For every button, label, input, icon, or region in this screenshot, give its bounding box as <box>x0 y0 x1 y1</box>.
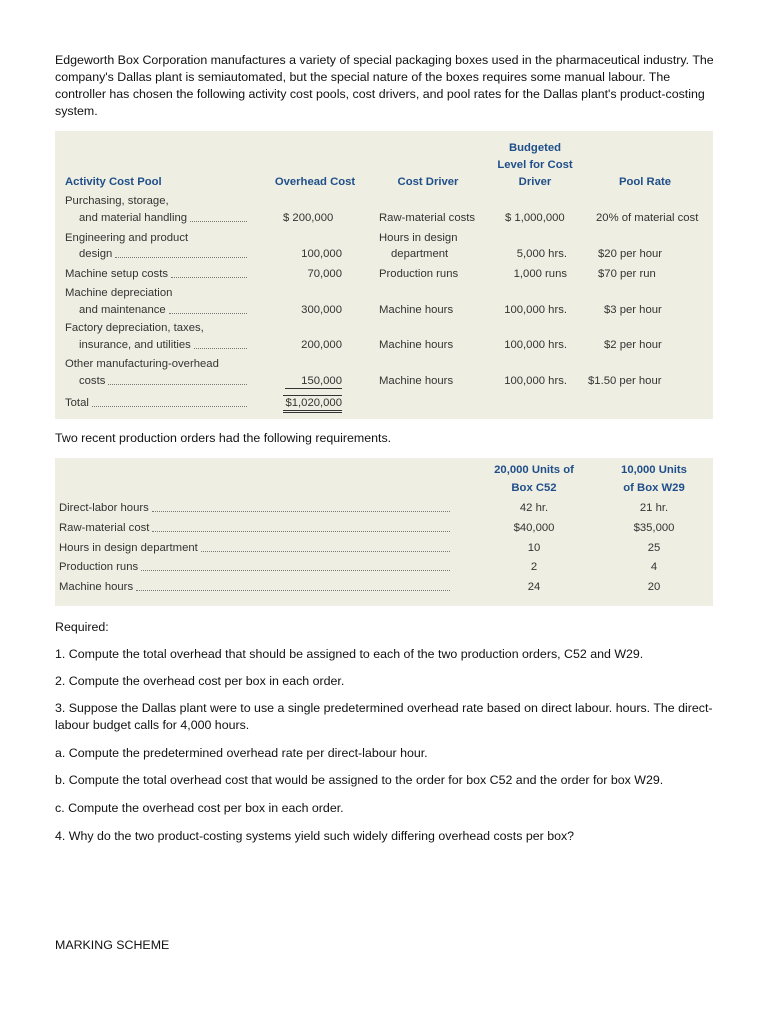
row-depreciation-driver: Machine hours <box>379 304 454 316</box>
row-purchasing-budget: $ 1,000,000 <box>505 212 565 224</box>
row-factory-label-line1: Factory depreciation, taxes, <box>65 322 204 334</box>
row-engineering-driver-line2: department <box>391 248 449 260</box>
question-3a: a. Compute the predetermined overhead rate per direct-labour hour. <box>55 746 428 760</box>
activity-cost-pool-table <box>55 131 713 419</box>
row-purchasing-label-line2: and material handling <box>79 211 249 225</box>
row-setup-budget: 1,000 runs <box>513 268 567 280</box>
header-activity-cost-pool: Activity Cost Pool <box>65 176 162 188</box>
row-purchasing-rate: 20% of material cost <box>596 212 699 224</box>
header-w29-line2: of Box W29 <box>623 482 685 494</box>
row-direct-labor-label: Direct-labor hours <box>59 501 452 515</box>
row-machine-hours-label: Machine hours <box>59 580 452 594</box>
row-raw-material-c52: $40,000 <box>513 522 555 534</box>
row-production-runs-w29: 4 <box>650 561 658 573</box>
row-design-hours-w29: 25 <box>647 542 661 554</box>
header-cost-driver: Cost Driver <box>397 176 459 188</box>
row-factory-rate: $2 per hour <box>604 339 662 351</box>
row-depreciation-overhead: 300,000 <box>301 304 342 316</box>
row-setup-driver: Production runs <box>379 268 459 280</box>
header-w29-line1: 10,000 Units <box>621 464 687 476</box>
row-engineering-budget: 5,000 hrs. <box>516 248 567 260</box>
question-4: 4. Why do the two product-costing systems yield such widely differing overhead costs per box? <box>55 829 575 843</box>
question-3: 3. Suppose the Dallas plant were to use a single predetermined overhead rate based on direct labour. hours. The direct-labour budget calls for 4,000 hours. <box>55 701 713 732</box>
marking-scheme-heading: MARKING SCHEME <box>55 938 170 952</box>
row-engineering-label-line1: Engineering and product <box>65 232 189 244</box>
row-design-hours-label: Hours in design department <box>59 541 452 555</box>
header-c52-line1: 20,000 Units of <box>494 464 574 476</box>
orders-intro: Two recent production orders had the following requirements. <box>55 431 392 445</box>
row-engineering-rate: $20 per hour <box>598 248 663 260</box>
row-other-overhead: 150,000 <box>285 374 342 389</box>
header-budgeted-line3: Driver <box>518 176 552 188</box>
row-machine-hours-w29: 20 <box>647 581 661 593</box>
total-label: Total <box>65 396 249 410</box>
question-3c: c. Compute the overhead cost per box in each order. <box>55 801 344 815</box>
header-budgeted-line2: Level for Cost <box>497 159 573 171</box>
row-raw-material-w29: $35,000 <box>633 522 675 534</box>
row-other-label-line1: Other manufacturing-overhead <box>65 358 219 370</box>
row-factory-overhead: 200,000 <box>301 339 342 351</box>
row-factory-driver: Machine hours <box>379 339 454 351</box>
question-2: 2. Compute the overhead cost per box in each order. <box>55 674 345 688</box>
row-machine-hours-c52: 24 <box>527 581 541 593</box>
row-production-runs-c52: 2 <box>530 561 538 573</box>
row-other-driver: Machine hours <box>379 375 454 387</box>
total-value: $1,020,000 <box>283 395 342 413</box>
question-1: 1. Compute the total overhead that should be assigned to each of the two production orders, C52 and W29. <box>55 647 644 661</box>
row-other-budget: 100,000 hrs. <box>504 375 567 387</box>
production-orders-table <box>55 458 713 606</box>
intro-paragraph: Edgeworth Box Corporation manufactures a variety of special packaging boxes used in the pharmaceutical industry. The company's Dallas plant is semiautomated, but the special nature of the boxes requires some manual labour. The controller has chosen the following activity cost pools, cost drivers, and pool rates for the Dallas plant's product-costing system. <box>55 53 714 118</box>
row-direct-labor-w29: 21 hr. <box>639 502 669 514</box>
row-factory-budget: 100,000 hrs. <box>504 339 567 351</box>
header-c52-line2: Box C52 <box>511 482 557 494</box>
row-setup-rate: $70 per run <box>598 268 656 280</box>
row-depreciation-rate: $3 per hour <box>604 304 662 316</box>
row-engineering-label-line2: design <box>79 247 249 261</box>
row-purchasing-label-line1: Purchasing, storage, <box>65 195 169 207</box>
row-direct-labor-c52: 42 hr. <box>519 502 549 514</box>
header-pool-rate: Pool Rate <box>618 176 672 188</box>
row-engineering-overhead: 100,000 <box>301 248 342 260</box>
question-3b: b. Compute the total overhead cost that would be assigned to the order for box C52 and the order for box W29. <box>55 773 664 787</box>
row-depreciation-label-line1: Machine depreciation <box>65 287 173 299</box>
row-other-rate: $1.50 per hour <box>588 375 662 387</box>
row-design-hours-c52: 10 <box>527 542 541 554</box>
header-budgeted-line1: Budgeted <box>508 142 562 154</box>
header-overhead-cost: Overhead Cost <box>274 176 356 188</box>
row-depreciation-budget: 100,000 hrs. <box>504 304 567 316</box>
row-setup-label: Machine setup costs <box>65 267 249 281</box>
row-setup-overhead: 70,000 <box>307 268 342 280</box>
row-depreciation-label-line2: and maintenance <box>79 303 249 317</box>
row-factory-label-line2: insurance, and utilities <box>79 338 249 352</box>
row-raw-material-label: Raw-material cost <box>59 521 452 535</box>
row-purchasing-overhead: $ 200,000 <box>283 212 334 224</box>
required-heading: Required: <box>55 620 109 634</box>
row-other-label-line2: costs <box>79 374 249 388</box>
row-purchasing-driver: Raw-material costs <box>379 212 476 224</box>
row-engineering-driver-line1: Hours in design <box>379 232 458 244</box>
row-production-runs-label: Production runs <box>59 560 452 574</box>
